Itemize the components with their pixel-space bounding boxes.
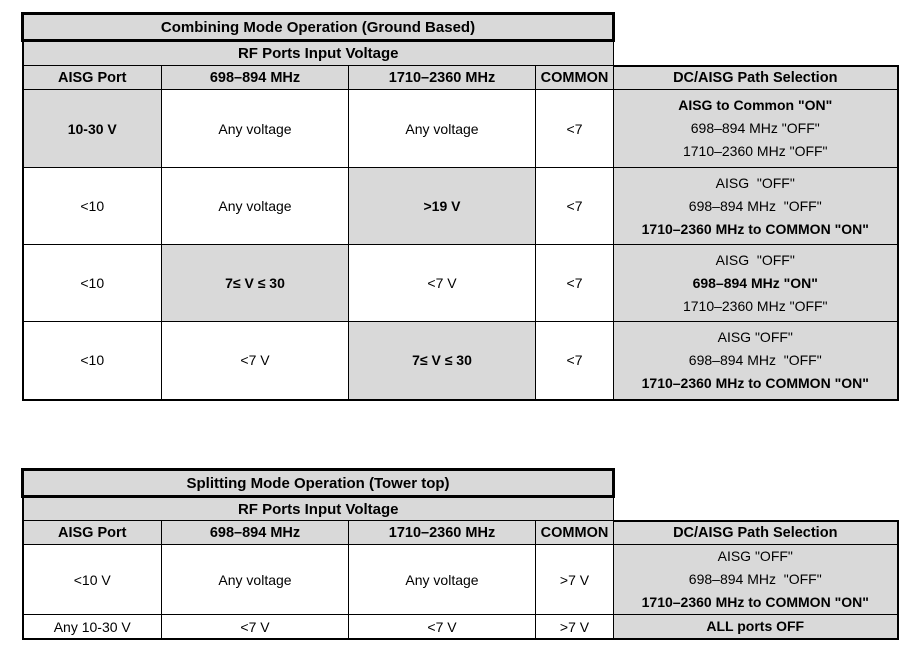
path-line: 1710–2360 MHz to COMMON "ON" [641, 220, 869, 237]
table-cell: 10-30 V [23, 90, 162, 168]
table-cell: 7≤ V ≤ 30 [349, 322, 536, 400]
table-row [23, 470, 898, 497]
table-cell: >7 V [536, 545, 614, 615]
path-line: AISG to Common "ON" [678, 97, 833, 113]
path-selection-cell [614, 615, 898, 640]
table-row [23, 41, 898, 66]
col-header-common: COMMON [536, 66, 614, 90]
table-cell: <7 [536, 168, 614, 245]
table-cell: Any voltage [349, 545, 536, 615]
table-cell: Any voltage [162, 90, 349, 168]
spacer-cell [614, 470, 898, 497]
table-cell: <7 V [349, 245, 536, 322]
table-cell: <10 [23, 322, 162, 400]
table-row [23, 521, 898, 545]
table-row [23, 322, 898, 400]
table-cell: <7 [536, 245, 614, 322]
path-selection-cell [614, 245, 898, 322]
path-selection-cell [614, 545, 898, 615]
table-cell: >7 V [536, 615, 614, 640]
table-row [23, 497, 898, 521]
path-selection-cell [614, 90, 898, 168]
spacer-cell [614, 14, 898, 41]
path-selection-cell [614, 168, 898, 245]
path-line: 698–894 MHz "OFF" [688, 197, 822, 214]
table-row [23, 168, 898, 245]
col-header-1710-2360: 1710–2360 MHz [349, 521, 536, 545]
path-line: AISG "OFF" [717, 328, 793, 345]
table-cell: <7 [536, 322, 614, 400]
table-title: Combining Mode Operation (Ground Based) [23, 14, 614, 41]
path-line: 698–894 MHz "OFF" [690, 120, 820, 136]
splitting-mode-table [21, 468, 899, 640]
path-line: 698–894 MHz "OFF" [688, 351, 822, 368]
table-cell: <10 [23, 168, 162, 245]
table-row [23, 545, 898, 615]
path-line: 1710–2360 MHz "OFF" [682, 143, 828, 159]
table-cell: <7 V [349, 615, 536, 640]
path-line: 1710–2360 MHz to COMMON "ON" [641, 594, 869, 610]
col-header-path-selection: DC/AISG Path Selection [614, 66, 898, 90]
spacer-cell [614, 41, 898, 66]
table-row [23, 90, 898, 168]
table-row [23, 66, 898, 90]
col-header-1710-2360: 1710–2360 MHz [349, 66, 536, 90]
table-cell: Any voltage [349, 90, 536, 168]
table-row [23, 615, 898, 640]
path-line: 1710–2360 MHz to COMMON "ON" [641, 374, 869, 391]
table-cell: <7 V [162, 322, 349, 400]
path-line: AISG "OFF" [715, 174, 795, 191]
table-cell: <10 V [23, 545, 162, 615]
spacer-cell [614, 497, 898, 521]
path-line: ALL ports OFF [706, 618, 805, 634]
table-cell: <7 V [162, 615, 349, 640]
table-cell: >19 V [349, 168, 536, 245]
col-header-path-selection: DC/AISG Path Selection [614, 521, 898, 545]
col-header-698-894: 698–894 MHz [162, 521, 349, 545]
table-row [23, 14, 898, 41]
table-title: Splitting Mode Operation (Tower top) [23, 470, 614, 497]
rf-ports-subtitle: RF Ports Input Voltage [23, 41, 614, 66]
rf-ports-subtitle: RF Ports Input Voltage [23, 497, 614, 521]
col-header-aisg-port: AISG Port [23, 521, 162, 545]
table-cell: Any 10-30 V [23, 615, 162, 640]
table-cell: Any voltage [162, 168, 349, 245]
table-cell: Any voltage [162, 545, 349, 615]
col-header-common: COMMON [536, 521, 614, 545]
col-header-698-894: 698–894 MHz [162, 66, 349, 90]
path-line: 698–894 MHz "OFF" [688, 571, 822, 587]
path-line: 698–894 MHz "ON" [692, 274, 818, 291]
combining-mode-table [21, 12, 899, 401]
path-line: AISG "OFF" [715, 251, 795, 268]
path-line: AISG "OFF" [717, 548, 793, 564]
table-cell: <7 [536, 90, 614, 168]
table-row [23, 245, 898, 322]
table-cell: 7≤ V ≤ 30 [162, 245, 349, 322]
col-header-aisg-port: AISG Port [23, 66, 162, 90]
path-selection-cell [614, 322, 898, 400]
path-line: 1710–2360 MHz "OFF" [682, 297, 828, 314]
table-cell: <10 [23, 245, 162, 322]
